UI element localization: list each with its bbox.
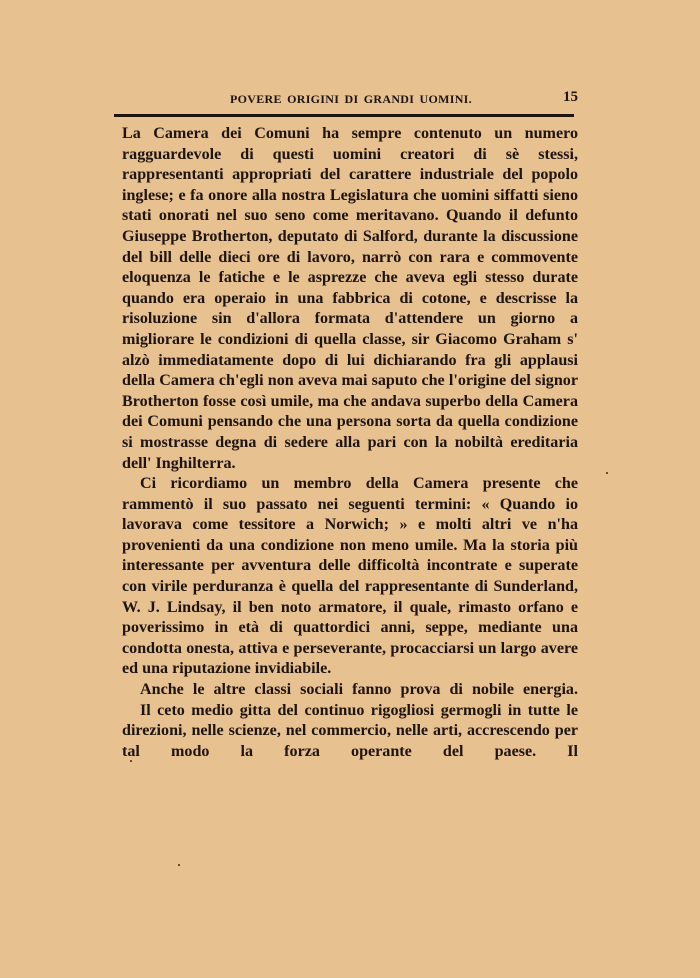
running-title: POVERE ORIGINI DI GRANDI UOMINI. [230,92,472,106]
header-rule [114,114,574,117]
paragraph-lindsay: Ci ricordiamo un membro della Camera presente che rammentò il suo passato nei seguenti termini: « Quando io lavorava come tessitore a Norwich; » e molti altri ve n'ha provenienti da una condizione non meno umile. Ma la storia più interessante per avventura delle difficoltà incontrate e superate con virile perduranza è quella del rappresentante di Sunderland, W. J. Lindsay, il ben noto armatore, il quale, rimasto orfano e poverissimo in età di quattordici anni, seppe, mediante una condotta onesta, attiva e perseverante, procacciarsi un largo avere ed una riputazione invidiabile. [122,475,578,678]
page-number: 15 [563,89,578,105]
book-page [122,88,578,760]
print-speck [130,760,132,762]
running-head [122,88,578,112]
paragraph-brotherton: La Camera dei Comuni ha sempre contenuto un numero ragguardevole di questi uomini creatori di sè stessi, rappresentanti appropriati del carattere industriale del popolo inglese; e fa onore alla nostra Legislatura che uomini siffatti sieno stati onorati nel suo seno come meritavano. Quando il defunto Giuseppe Brotherton, deputato di Salford, durante la discussione del bill delle dieci ore di lavoro, narrò con rara e commovente eloquenza le fatiche e le asprezze che aveva egli stesso durate quando era operaio in una fabbrica di cotone, e descrisse la risoluzione sin d'allora formata d'attendere un giorno a migliorare le condizioni di quella classe, sir Giacomo Graham s' alzò immediatamente dopo di lui dichiarando fra gli applausi della Camera ch'egli non aveva mai saputo che l'origine del signor Brotherton fosse così umile, ma che andava superbo della Camera dei Comuni pensando che una persona sorta da quella condizione si mostrasse degna di sedere alla pari con la nobiltà ereditaria dell' Inghilterra. [122,125,578,472]
paragraph-middle-class: Il ceto medio gitta del continuo rigogliosi germogli in tutte le direzioni, nelle scienze, nel commercio, nelle arti, accrescendo per tal modo la forza operante del paese. Il [122,701,578,760]
body-text [122,124,578,762]
print-speck [178,864,180,866]
print-speck [606,472,608,474]
paragraph-other-classes: Anche le altre classi sociali fanno prova di nobile energia. [140,681,578,699]
